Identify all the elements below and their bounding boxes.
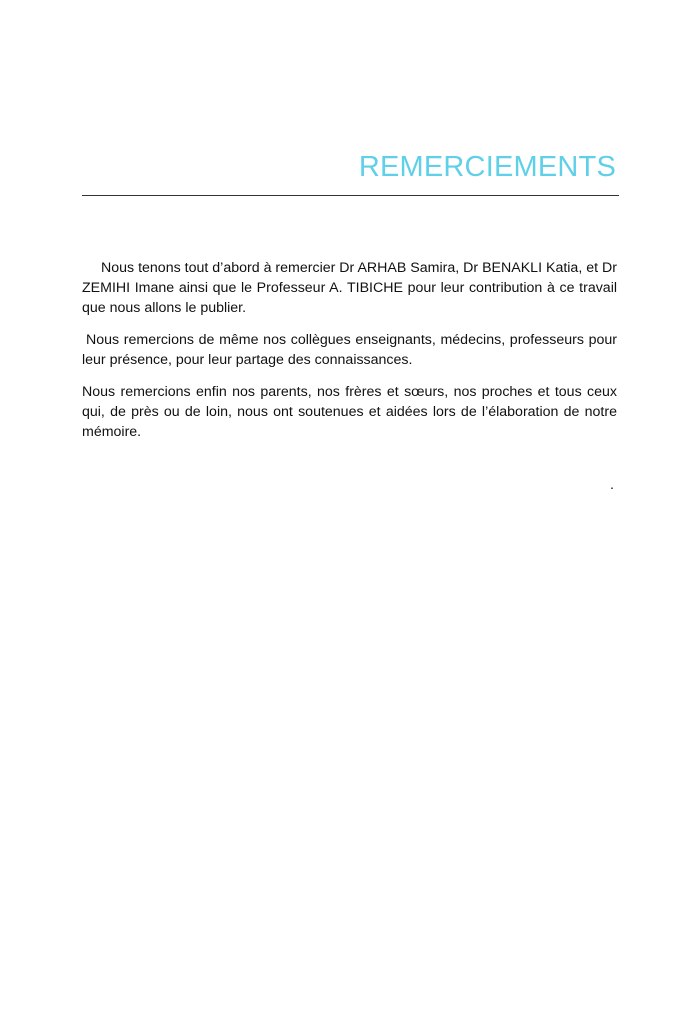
paragraph-2: Nous remercions de même nos collègues enseignants, médecins, professeurs pour leur présence, pour leur partage des connaissances.: [82, 332, 617, 368]
acknowledgements-body: [82, 258, 617, 454]
title-divider: [82, 195, 619, 196]
trailing-period: .: [610, 476, 614, 492]
paragraph-1: Nous tenons tout d’abord à remercier Dr ARHAB Samira, Dr BENAKLI Katia, et Dr ZEMIHI Imane ainsi que le Professeur A. TIBICHE pour leur contribution à ce travail que nous allons le publier.: [82, 260, 617, 316]
page-title: REMERCIEMENTS: [358, 151, 616, 183]
paragraph-3: Nous remercions enfin nos parents, nos frères et sœurs, nos proches et tous ceux qui, de près ou de loin, nous ont soutenues et aidées lors de l’élaboration de notre mémoire.: [82, 384, 617, 440]
